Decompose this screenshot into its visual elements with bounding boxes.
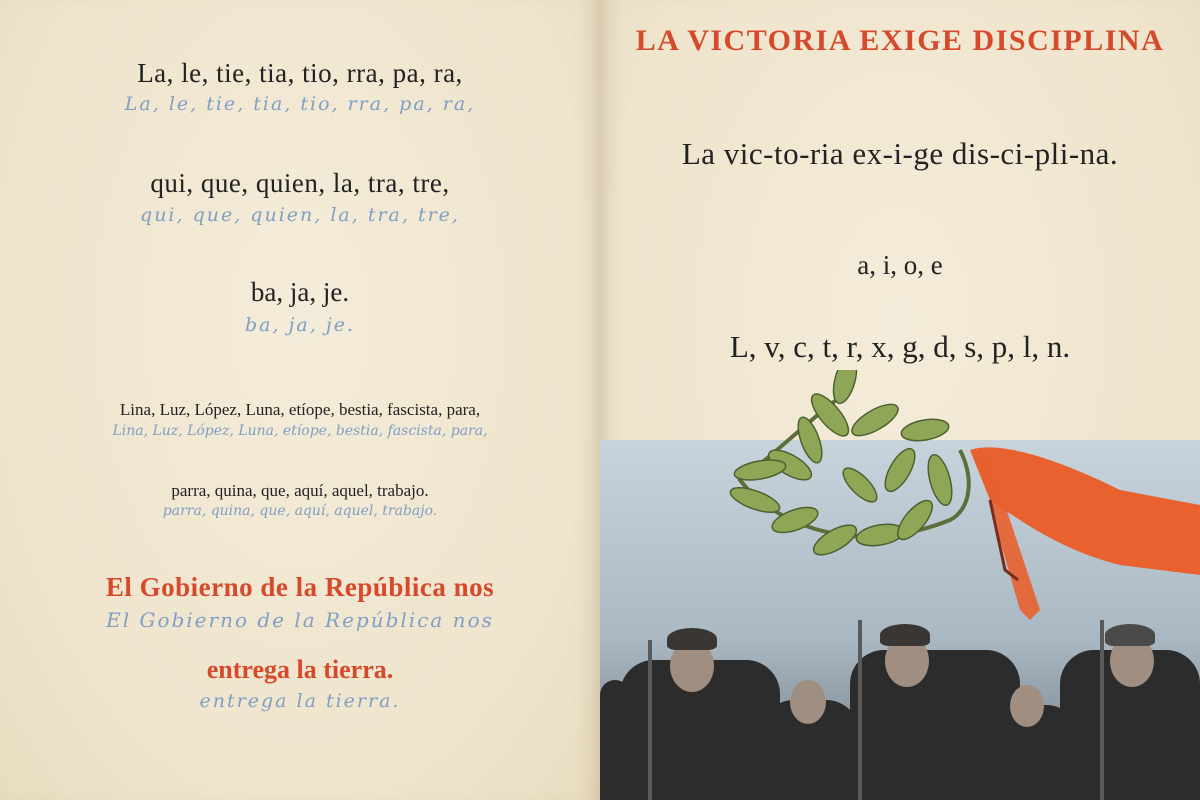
laurel-wreath-icon xyxy=(700,370,1200,650)
syllables-row-2-script: qui, que, quien, la, tra, tre, xyxy=(140,204,460,226)
words-row-2-script: parra, quina, que, aquí, aquel, trabajo. xyxy=(162,503,438,519)
sentence-line-2-print: entrega la tierra. xyxy=(206,655,394,684)
syllabified-sentence: La vic-to-ria ex-i-ge dis-ci-pli-na. xyxy=(681,136,1119,171)
soldier-head xyxy=(1010,685,1044,727)
syllables-row-3-print: ba, ja, je. xyxy=(250,277,350,307)
lesson-title: LA VICTORIA EXIGE DISCIPLINA xyxy=(635,24,1165,57)
syllables-row-1-print: La, le, tie, tia, tio, rra, pa, ra, xyxy=(137,58,463,88)
words-row-2-print: parra, quina, que, aquí, aquel, trabajo. xyxy=(171,481,429,500)
sentence-line-1-print: El Gobierno de la República nos xyxy=(105,572,495,602)
soldier-head xyxy=(790,680,826,724)
syllables-row-3-script: ba, ja, je. xyxy=(244,314,356,336)
words-row-1-print: Lina, Luz, López, Luna, etíope, bestia, fascista, para, xyxy=(119,400,481,419)
syllables-row-2-print: qui, que, quien, la, tra, tre, xyxy=(150,168,450,198)
bayonet xyxy=(648,640,652,800)
words-row-1-script: Lina, Luz, López, Luna, etíope, bestia, fascista, para, xyxy=(112,423,488,439)
sentence-line-1-script: El Gobierno de la República nos xyxy=(106,608,494,632)
vowels-list: a, i, o, e xyxy=(857,250,943,280)
syllables-row-1-script: La, le, tie, tia, tio, rra, pa, ra, xyxy=(124,93,476,115)
consonants-list: L, v, c, t, r, x, g, d, s, p, l, n. xyxy=(729,329,1071,364)
sentence-line-2-script: entrega la tierra. xyxy=(199,690,401,712)
